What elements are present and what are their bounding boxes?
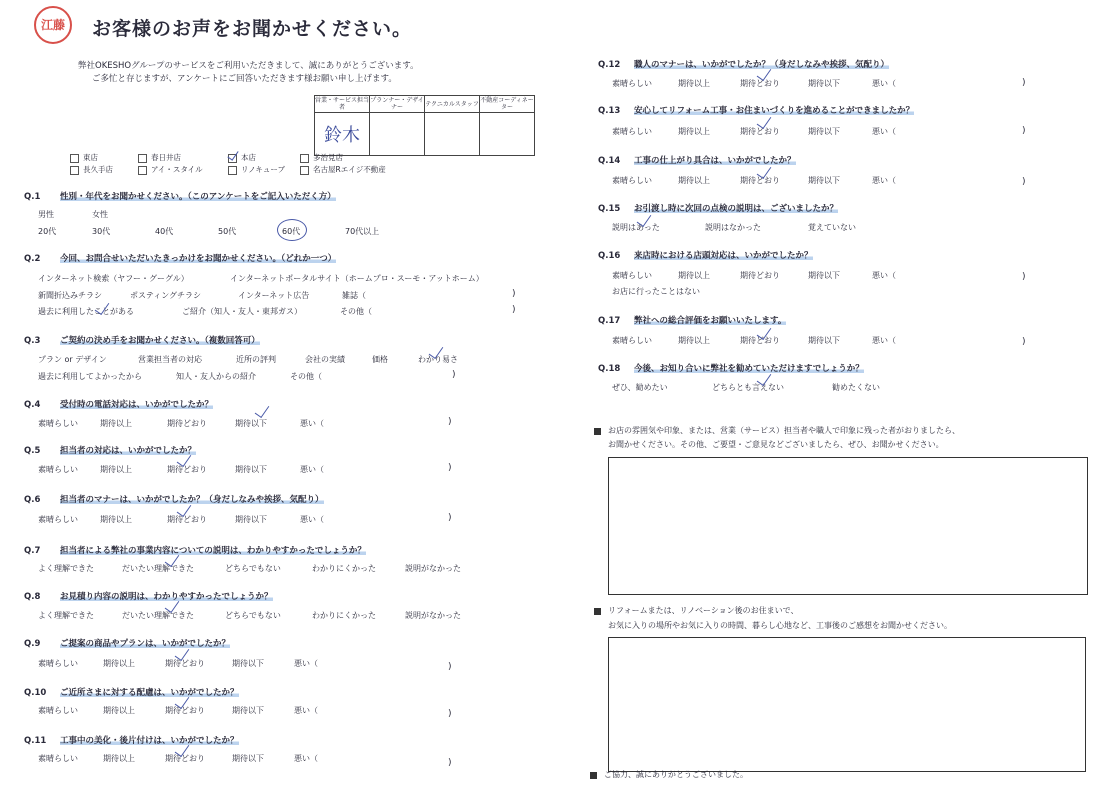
option-as-expected[interactable]: 期待どおり — [167, 465, 207, 474]
question-q8: Q.8 お見積り内容の説明は、わかりやすかったでしょうか？ — [24, 592, 273, 602]
staff-name-cell[interactable] — [315, 113, 370, 156]
option-plan-design[interactable]: プラン or デザイン — [38, 355, 107, 364]
option-other[interactable]: その他（ — [290, 372, 322, 381]
option-bad[interactable]: 悪い（ — [872, 79, 896, 88]
question-q18: Q.18 今後、お知り合いに弊社を勧めていただけますでしょうか？ — [598, 364, 864, 374]
bullet-square-icon — [594, 608, 601, 615]
option-portal-site[interactable]: インターネットポータルサイト（ホームプロ・スーモ・アットホーム） — [230, 274, 484, 283]
question-q15: Q.15 お引渡し時に次回の点検の説明は、ございましたか？ — [598, 204, 839, 214]
q2-other-close: ) — [512, 305, 516, 315]
shop-checkbox-nagakute[interactable]: 長久手店 — [70, 164, 113, 175]
intro-line-1: 弊社OKESHOグループのサービスをご利用いただきまして、誠にありがとうございます。 — [78, 61, 419, 71]
option-below-expectation[interactable]: 期待以下 — [808, 127, 840, 136]
q14-close: ) — [1022, 177, 1026, 187]
option-bad[interactable]: 悪い（ — [300, 515, 324, 524]
option-bad[interactable]: 悪い（ — [872, 127, 896, 136]
shop-checkbox-honten[interactable]: 本店 — [228, 152, 256, 163]
page-title: お客様のお声をお聞かせください。 — [92, 18, 413, 40]
option-below-expectation[interactable]: 期待以下 — [808, 79, 840, 88]
option-above-expectation[interactable]: 期待以上 — [103, 754, 135, 763]
option-excellent[interactable]: 素晴らしい — [612, 176, 652, 185]
option-below-expectation[interactable]: 期待以下 — [808, 271, 840, 280]
option-excellent[interactable]: 素晴らしい — [38, 465, 78, 474]
comment2-prompt-line1: リフォームまたは、リノベーション後のお住まいで、 — [608, 606, 799, 615]
option-excellent[interactable]: 素晴らしい — [38, 515, 78, 524]
option-20s[interactable]: 20代 — [38, 227, 57, 236]
q12-close: ) — [1022, 78, 1026, 88]
option-female[interactable]: 女性 — [92, 210, 108, 219]
option-above-expectation[interactable]: 期待以上 — [678, 176, 710, 185]
q17-close: ) — [1022, 337, 1026, 347]
option-as-expected[interactable]: 期待どおり — [165, 754, 205, 763]
option-below-expectation[interactable]: 期待以下 — [808, 336, 840, 345]
question-q4: Q.4 受付時の電話対応は、いかがでしたか？ — [24, 400, 214, 410]
q16-close: ) — [1022, 272, 1026, 282]
comment1-prompt-line1: お店の雰囲気や印象、または、営業（サービス）担当者や職人で印象に残った者がおりましたら、 — [608, 426, 960, 435]
handwritten-name: 鈴木 — [324, 125, 360, 146]
option-above-expectation[interactable]: 期待以上 — [100, 419, 132, 428]
option-mostly-understood[interactable]: だいたい理解できた — [122, 611, 194, 620]
question-q6: Q.6 担当者のマナーは、いかがでしたか？（身だしなみや挨拶、気配り） — [24, 495, 324, 505]
option-bad[interactable]: 悪い（ — [300, 419, 324, 428]
option-bad[interactable]: 悪い（ — [294, 706, 318, 715]
shop-checkbox-renocube[interactable]: リノキューブ — [228, 164, 285, 175]
staff-planner-cell[interactable] — [370, 113, 425, 156]
option-understood-well[interactable]: よく理解できた — [38, 564, 94, 573]
option-as-expected[interactable]: 期待どおり — [740, 176, 780, 185]
option-male[interactable]: 男性 — [38, 210, 54, 219]
option-referral[interactable]: ご紹介（知人・友人・東邦ガス） — [182, 307, 302, 316]
option-internet-ad[interactable]: インターネット広告 — [238, 291, 310, 300]
option-company-record[interactable]: 会社の実績 — [305, 355, 345, 364]
shop-checkbox-istyle[interactable]: アイ・スタイル — [138, 164, 203, 175]
question-q13: Q.13 安心してリフォーム工事・お住まいづくりを進めることができましたか？ — [598, 106, 915, 116]
option-neutral[interactable]: どちらでもない — [225, 564, 281, 573]
option-excellent[interactable]: 素晴らしい — [38, 754, 78, 763]
option-good-past-experience[interactable]: 過去に利用してよかったから — [38, 372, 142, 381]
option-below-expectation[interactable]: 期待以下 — [235, 465, 267, 474]
option-mostly-understood[interactable]: だいたい理解できた — [122, 564, 194, 573]
q4-close: ) — [448, 417, 452, 427]
option-cant-say[interactable]: どちらとも言えない — [712, 383, 784, 392]
option-as-expected[interactable]: 期待どおり — [165, 659, 205, 668]
option-excellent[interactable]: 素晴らしい — [612, 127, 652, 136]
option-as-expected[interactable]: 期待どおり — [740, 127, 780, 136]
question-q16: Q.16 来店時における店頭対応は、いかがでしたか？ — [598, 251, 813, 261]
q13-close: ) — [1022, 126, 1026, 136]
shop-checkbox-kasugai[interactable]: 春日井店 — [138, 152, 181, 163]
option-internet-search[interactable]: インターネット検索（ヤフー・グーグル） — [38, 274, 189, 283]
option-price[interactable]: 価格 — [372, 355, 388, 364]
question-q11: Q.11 工事中の美化・後片付けは、いかがでしたか？ — [24, 736, 239, 746]
option-dont-recommend[interactable]: 勧めたくない — [832, 383, 880, 392]
staff-header-technical: テクニカルスタッフ — [425, 96, 480, 113]
option-bad[interactable]: 悪い（ — [300, 465, 324, 474]
question-q17: Q.17 弊社への総合評価をお願いいたします。 — [598, 316, 787, 326]
q10-close: ) — [448, 709, 452, 719]
comment2-textarea[interactable] — [608, 637, 1086, 772]
bullet-square-icon — [594, 428, 601, 435]
option-understood-well[interactable]: よく理解できた — [38, 611, 94, 620]
option-definitely-recommend[interactable]: ぜひ、勧めたい — [612, 383, 668, 392]
staff-header-planner: プランナー・デザイナー — [370, 97, 424, 111]
option-no-explanation[interactable]: 説明がなかった — [405, 611, 461, 620]
option-hard-to-understand[interactable]: わかりにくかった — [312, 611, 376, 620]
option-posting-flyer[interactable]: ポスティングチラシ — [130, 291, 202, 300]
option-friend-referral[interactable]: 知人・友人からの紹介 — [176, 372, 256, 381]
check-mark-q4 — [255, 402, 270, 418]
option-hard-to-understand[interactable]: わかりにくかった — [312, 564, 376, 573]
q3-other-close: ) — [452, 370, 456, 380]
shop-checkbox-nagoya-rage[interactable]: 名古屋Rエイジ不動産 — [300, 164, 386, 175]
option-as-expected[interactable]: 期待どおり — [740, 271, 780, 280]
option-excellent[interactable]: 素晴らしい — [38, 419, 78, 428]
q11-close: ) — [448, 758, 452, 768]
option-below-expectation[interactable]: 期待以下 — [232, 754, 264, 763]
option-30s[interactable]: 30代 — [92, 227, 111, 236]
shop-checkbox-higashi[interactable]: 東店 — [70, 152, 98, 163]
q6-close: ) — [448, 513, 452, 523]
q5-close: ) — [448, 463, 452, 473]
option-as-expected[interactable]: 期待どおり — [167, 419, 207, 428]
option-excellent[interactable]: 素晴らしい — [612, 271, 652, 280]
option-bad[interactable]: 悪い（ — [294, 659, 318, 668]
option-bad[interactable]: 悪い（ — [872, 336, 896, 345]
seal-stamp: 江藤 — [34, 6, 72, 44]
intro-line-2: ご多忙と存じますが、アンケートにご回答いただきます様お願い申し上げます。 — [92, 74, 397, 84]
option-above-expectation[interactable]: 期待以上 — [103, 706, 135, 715]
question-q12: Q.12 職人のマナーは、いかがでしたか？（身だしなみや挨拶、気配り） — [598, 60, 890, 70]
option-excellent[interactable]: 素晴らしい — [38, 706, 78, 715]
comment1-prompt-line2: お聞かせください。その他、ご要望・ご意見などございましたら、ぜひ、お聞かせください。 — [608, 440, 944, 449]
option-60s[interactable]: 60代 — [282, 227, 301, 236]
option-excellent[interactable]: 素晴らしい — [612, 336, 652, 345]
option-bad[interactable]: 悪い（ — [872, 271, 896, 280]
option-sales-response[interactable]: 営業担当者の対応 — [138, 355, 202, 364]
option-below-expectation[interactable]: 期待以下 — [235, 515, 267, 524]
circle-mark-60s — [277, 219, 307, 241]
option-50s[interactable]: 50代 — [218, 227, 237, 236]
option-above-expectation[interactable]: 期待以上 — [678, 271, 710, 280]
option-newspaper-flyer[interactable]: 新聞折込みチラシ — [38, 291, 102, 300]
option-not-explained[interactable]: 説明はなかった — [705, 223, 761, 232]
option-neighborhood-reputation[interactable]: 近所の評判 — [236, 355, 276, 364]
option-explained[interactable]: 説明はあった — [612, 223, 660, 232]
thanks-text: ご協力、誠にありがとうございました。 — [604, 770, 748, 779]
staff-table — [314, 95, 535, 156]
option-no-explanation[interactable]: 説明がなかった — [405, 564, 461, 573]
bullet-square-icon — [590, 772, 597, 779]
staff-header-sales: 営業・サービス担当者 — [315, 97, 370, 111]
option-dont-remember[interactable]: 覚えていない — [808, 223, 856, 232]
question-q9: Q.9 ご提案の商品やプランは、いかがでしたか？ — [24, 639, 231, 649]
question-q3: Q.3 ご契約の決め手をお聞かせください。（複数回答可） — [24, 336, 260, 346]
option-magazine[interactable]: 雑誌（ — [342, 291, 366, 300]
option-as-expected[interactable]: 期待どおり — [740, 79, 780, 88]
option-excellent[interactable]: 素晴らしい — [38, 659, 78, 668]
question-q10: Q.10 ご近所さまに対する配慮は、いかがでしたか？ — [24, 688, 239, 698]
question-q2: Q.2 今回、お問合せいただいたきっかけをお聞かせください。（どれか一つ） — [24, 254, 337, 264]
option-bad[interactable]: 悪い（ — [294, 754, 318, 763]
staff-header-realestate: 不動産コーディネーター — [480, 97, 534, 111]
option-other[interactable]: その他（ — [340, 307, 372, 316]
option-70s-plus[interactable]: 70代以上 — [345, 227, 380, 236]
option-above-expectation[interactable]: 期待以上 — [100, 515, 132, 524]
option-above-expectation[interactable]: 期待以上 — [678, 336, 710, 345]
question-q7: Q.7 担当者による弊社の事業内容についての説明は、わかりやすかったでしょうか？ — [24, 546, 366, 556]
question-q5: Q.5 担当者の対応は、いかがでしたか？ — [24, 446, 197, 456]
q2-magazine-close: ) — [512, 289, 516, 299]
option-below-expectation[interactable]: 期待以下 — [232, 659, 264, 668]
option-bad[interactable]: 悪い（ — [872, 176, 896, 185]
option-never-visited[interactable]: お店に行ったことはない — [612, 287, 700, 296]
option-above-expectation[interactable]: 期待以上 — [100, 465, 132, 474]
option-used-before[interactable]: 過去に利用したことがある — [38, 307, 134, 316]
comment2-prompt-line2: お気に入りの場所やお気に入りの時間、暮らし心地など、工事後のご感想をお聞かせください。 — [608, 621, 952, 630]
option-above-expectation[interactable]: 期待以上 — [678, 79, 710, 88]
question-q1: Q.1 性別・年代をお聞かせください。（このアンケートをご記入いただく方） — [24, 192, 336, 202]
staff-technical-cell[interactable] — [425, 113, 480, 156]
option-below-expectation[interactable]: 期待以下 — [235, 419, 267, 428]
shop-checkbox-tajimi[interactable]: 多治見店 — [300, 152, 343, 163]
option-40s[interactable]: 40代 — [155, 227, 174, 236]
option-as-expected[interactable]: 期待どおり — [165, 706, 205, 715]
question-q14: Q.14 工事の仕上がり具合は、いかがでしたか？ — [598, 156, 796, 166]
staff-realestate-cell[interactable] — [480, 113, 535, 156]
option-clarity[interactable]: わかり易さ — [418, 355, 458, 364]
option-as-expected[interactable]: 期待どおり — [167, 515, 207, 524]
option-as-expected[interactable]: 期待どおり — [740, 336, 780, 345]
comment1-textarea[interactable] — [608, 457, 1088, 595]
option-below-expectation[interactable]: 期待以下 — [232, 706, 264, 715]
option-neutral[interactable]: どちらでもない — [225, 611, 281, 620]
q9-close: ) — [448, 662, 452, 672]
option-below-expectation[interactable]: 期待以下 — [808, 176, 840, 185]
option-above-expectation[interactable]: 期待以上 — [678, 127, 710, 136]
option-above-expectation[interactable]: 期待以上 — [103, 659, 135, 668]
option-excellent[interactable]: 素晴らしい — [612, 79, 652, 88]
